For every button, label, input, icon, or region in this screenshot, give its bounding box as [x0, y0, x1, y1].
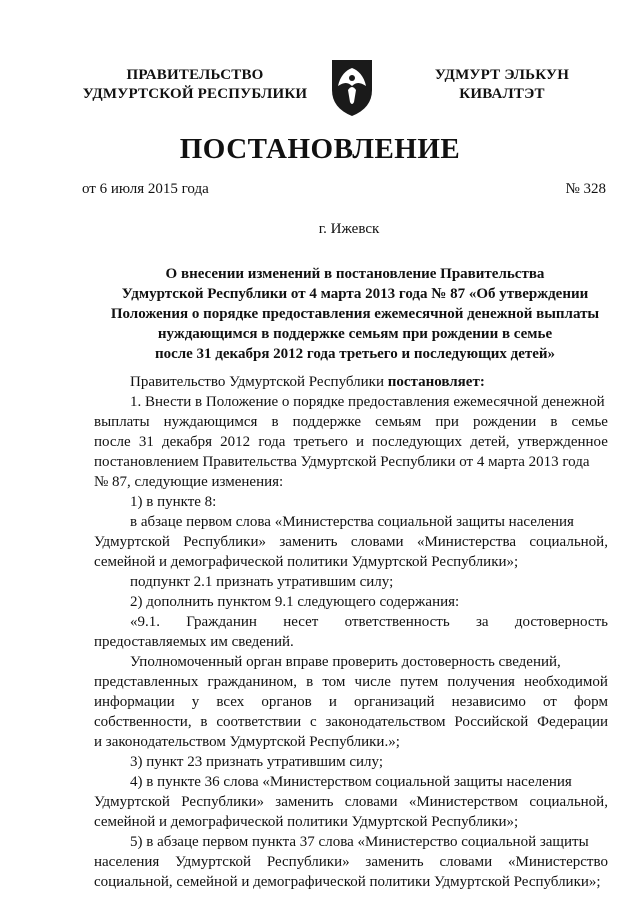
body-word: всех — [216, 694, 245, 710]
body-word: ответственность — [344, 614, 450, 630]
document-title: ПОСТАНОВЛЕНИЕ — [179, 133, 461, 165]
heading-line: Положения о порядке предоставления ежемесячной денежной выплаты — [110, 306, 600, 322]
body-word: социальной, — [529, 794, 608, 810]
body-word: Федерации — [537, 714, 608, 730]
body-word: 31 — [138, 434, 154, 450]
body-line: семейной и демографической политики Удмуртской Республики»; — [94, 814, 519, 830]
body-word: Республики» — [181, 794, 264, 810]
body-word: семьям — [375, 414, 422, 430]
body-word: законодательством — [325, 714, 446, 730]
body-word: необходимой — [524, 674, 608, 690]
body-line: семейной и демографической политики Удмуртской Республики»; — [94, 554, 519, 570]
body-line: постановлением Правительства Удмуртской Республики от 4 марта 2013 года — [94, 454, 590, 470]
document-body — [94, 372, 608, 892]
heading-line: Удмуртской Республики от 4 марта 2013 года № 87 «Об утверждении — [121, 286, 589, 302]
body-line: и законодательством Удмуртской Республики.»; — [94, 734, 400, 750]
intro-line — [94, 372, 608, 392]
body-word: «9.1. — [130, 614, 160, 630]
body-word: социальной, — [529, 534, 608, 550]
body-line — [94, 412, 608, 432]
document-number: № 328 — [565, 181, 606, 197]
body-line — [94, 612, 608, 632]
body-word: в — [271, 414, 279, 430]
body-word: Республики» — [183, 534, 266, 550]
body-word: заменить — [279, 534, 338, 550]
body-line: 3) пункт 23 признать утратившим силу; — [130, 754, 384, 770]
heading-line: О внесении изменений в постановление Правительства — [165, 266, 545, 282]
body-line: № 87, следующие изменения: — [94, 474, 284, 490]
body-word: заменить — [275, 794, 334, 810]
org-name-line: УДМУРТ ЭЛЬКУН — [434, 67, 570, 83]
body-line — [94, 532, 608, 552]
body-line — [94, 672, 608, 692]
body-word: года — [258, 434, 286, 450]
body-word: Удмуртской — [175, 854, 252, 870]
body-word: собственности, — [94, 714, 192, 730]
body-word: органов — [261, 694, 312, 710]
body-line: в абзаце первом слова «Министерства социальной защиты населения — [130, 514, 574, 530]
body-line — [94, 792, 608, 812]
body-word: организаций — [353, 694, 435, 710]
body-word: нуждающимся — [163, 414, 258, 430]
body-word: утвержденное — [517, 434, 608, 450]
body-word: Российской — [454, 714, 529, 730]
heading-line: нуждающимся в поддержке семьям при рождении в семье — [157, 326, 553, 342]
body-line: предоставляемых им сведений. — [94, 634, 294, 650]
body-word: в — [306, 674, 314, 690]
body-word: у — [191, 694, 200, 710]
body-word: информации — [94, 694, 175, 710]
body-line: социальной, семейной и демографической политики Удмуртской Республики»; — [94, 874, 601, 890]
body-word: независимо — [451, 694, 526, 710]
body-word: словами — [350, 534, 404, 550]
heading-line: после 31 декабря 2012 года третьего и последующих детей» — [154, 346, 556, 362]
body-line: подпункт 2.1 признать утратившим силу; — [130, 574, 394, 590]
body-word: соответствии — [216, 714, 302, 730]
body-word: числе — [354, 674, 391, 690]
body-word: «Министерство — [507, 854, 608, 870]
body-line: 5) в абзаце первом пункта 37 слова «Министерство социальной защиты — [130, 834, 589, 850]
body-word: заменить — [365, 854, 424, 870]
body-word: декабря — [161, 434, 213, 450]
body-word: путем — [400, 674, 439, 690]
body-word: словами — [439, 854, 493, 870]
body-word: достоверность — [514, 614, 608, 630]
body-line: 1) в пункте 8: — [130, 494, 217, 510]
body-word: словами — [344, 794, 398, 810]
org-name-line: ПРАВИТЕЛЬСТВО — [126, 67, 264, 83]
body-word: 2012 — [220, 434, 251, 450]
body-word: гражданином, — [207, 674, 297, 690]
body-line — [94, 432, 608, 452]
body-word: поддержке — [292, 414, 362, 430]
org-name-line: УДМУРТСКОЙ РЕСПУБЛИКИ — [82, 86, 308, 102]
intro-verb: постановляет: — [387, 374, 485, 390]
body-word: и — [355, 434, 364, 450]
body-line — [94, 692, 608, 712]
body-word: рождении — [472, 414, 537, 430]
body-word: за — [475, 614, 489, 630]
intro-prefix: Правительство Удмуртской Республики — [130, 374, 388, 390]
body-word: и — [328, 694, 337, 710]
body-word: «Министерства — [416, 534, 516, 550]
document-date: от 6 июля 2015 года — [82, 181, 209, 197]
body-word: от — [542, 694, 557, 710]
body-word: третьего — [293, 434, 348, 450]
body-word: в — [550, 414, 558, 430]
body-word: «Министерством — [408, 794, 519, 810]
body-line: 1. Внести в Положение о порядке предоставления ежемесячной денежной — [130, 394, 605, 410]
body-word: том — [322, 674, 346, 690]
body-line: Уполномоченный орган вправе проверить достоверность сведений, — [130, 654, 561, 670]
body-word: Удмуртской — [94, 794, 170, 810]
body-line — [94, 852, 608, 872]
body-word: несет — [283, 614, 319, 630]
body-word: после — [94, 434, 131, 450]
body-word: Гражданин — [186, 614, 257, 630]
body-word: Республики» — [266, 854, 350, 870]
body-word: Удмуртской — [94, 534, 170, 550]
body-line: 4) в пункте 36 слова «Министерством социальной защиты населения — [130, 774, 572, 790]
body-line: 2) дополнить пунктом 9.1 следующего содержания: — [130, 594, 460, 610]
body-word: выплаты — [94, 414, 150, 430]
org-name-udmurt — [402, 66, 602, 104]
coat-of-arms-icon — [328, 56, 376, 118]
body-word: детей, — [470, 434, 510, 450]
org-name-russian — [60, 66, 330, 104]
body-word: при — [435, 414, 459, 430]
body-word: получения — [447, 674, 515, 690]
body-word: населения — [94, 854, 160, 870]
document-heading — [95, 264, 615, 364]
body-word: форм — [573, 694, 608, 710]
body-word: представленных — [94, 674, 199, 690]
body-word: последующих — [372, 434, 463, 450]
body-word: семье — [571, 414, 608, 430]
body-word: в — [200, 714, 208, 730]
body-word: с — [309, 714, 317, 730]
body-line — [94, 712, 608, 732]
org-name-line: КИВАЛТЭТ — [459, 86, 545, 102]
document-city: г. Ижевск — [318, 221, 380, 237]
